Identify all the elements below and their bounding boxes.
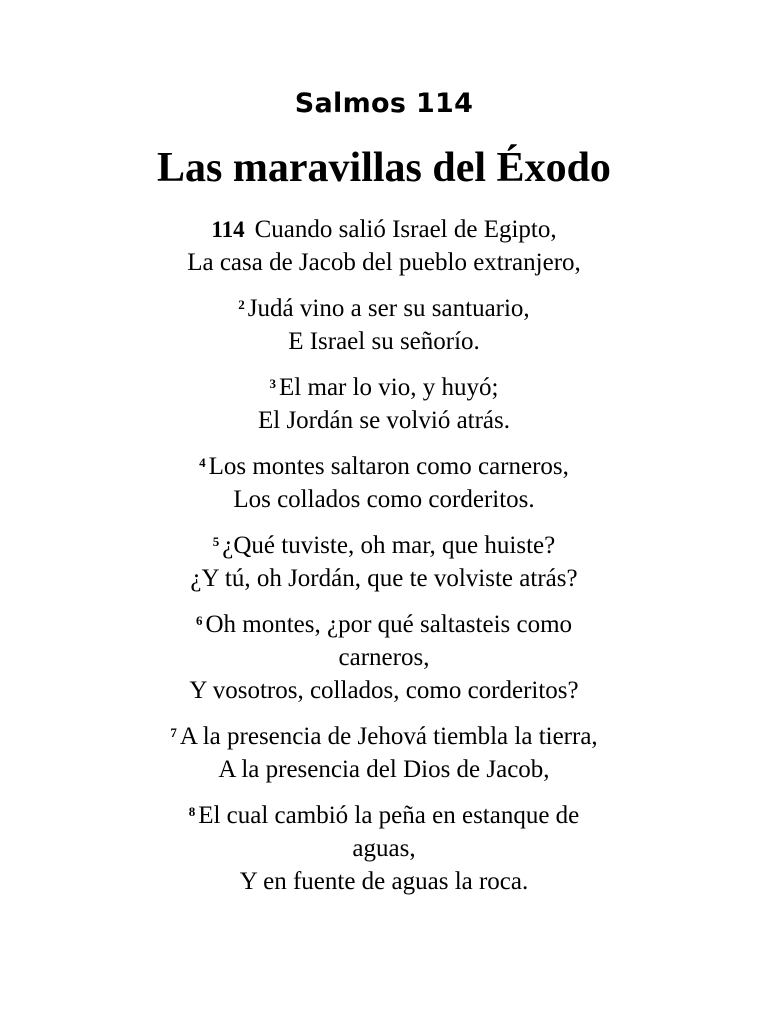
verse-4: [84, 446, 684, 516]
verse-number: 3: [269, 376, 277, 391]
verse-text: Los montes saltaron como carneros,: [208, 453, 569, 480]
verse-line: [84, 525, 684, 562]
verse-line: Los collados como corderitos.: [233, 486, 535, 513]
verse-1: [84, 213, 684, 279]
verse-text: El mar lo vio, y huyó;: [279, 374, 499, 401]
verse-number: 8: [188, 804, 196, 819]
verse-text: Cuando salió Israel de Egipto,: [254, 216, 557, 243]
verse-line: ¿Y tú, oh Jordán, que te volviste atrás?: [190, 565, 578, 592]
chapter-number: 114: [211, 217, 245, 242]
verse-number: 4: [199, 455, 206, 470]
verse-line: Y en fuente de aguas la roca.: [239, 868, 529, 895]
verse-3: [84, 367, 684, 437]
verse-text: Judá vino a ser su santuario,: [247, 295, 530, 322]
section-heading: Las maravillas del Éxodo: [157, 145, 611, 191]
verse-line: [84, 446, 684, 483]
verse-text: A la presencia de Jehová tiembla la tierra,: [179, 723, 598, 750]
verse-line: [84, 288, 684, 325]
verse-7: [84, 716, 684, 786]
verse-text: Oh montes, ¿por qué saltasteis como: [205, 611, 573, 638]
verse-list: [84, 213, 684, 907]
verse-8: [84, 795, 684, 898]
verse-number: 2: [238, 297, 245, 312]
verse-text: El cual cambió la peña en estanque de: [198, 802, 580, 829]
verse-5: [84, 525, 684, 595]
verse-line: [84, 795, 684, 832]
verse-line: Y vosotros, collados, como corderitos?: [189, 677, 579, 704]
verse-6: [84, 604, 684, 707]
verse-number: 6: [195, 613, 203, 628]
verse-line: aguas,: [352, 835, 416, 862]
verse-line: La casa de Jacob del pueblo extranjero,: [187, 249, 581, 276]
verse-number: 5: [212, 534, 220, 549]
verse-line: [84, 716, 684, 753]
verse-line: carneros,: [338, 644, 430, 671]
verse-line: E Israel su señorío.: [288, 328, 480, 355]
verse-line: A la presencia del Dios de Jacob,: [218, 756, 550, 783]
verse-line: El Jordán se volvió atrás.: [257, 407, 511, 434]
verse-line: [84, 367, 684, 404]
verse-number: 7: [170, 725, 177, 740]
verse-line: [84, 604, 684, 641]
verse-line: [84, 213, 684, 246]
book-title: Salmos 114: [294, 88, 474, 119]
verse-text: ¿Qué tuviste, oh mar, que huiste?: [222, 532, 556, 559]
verse-2: [84, 288, 684, 358]
